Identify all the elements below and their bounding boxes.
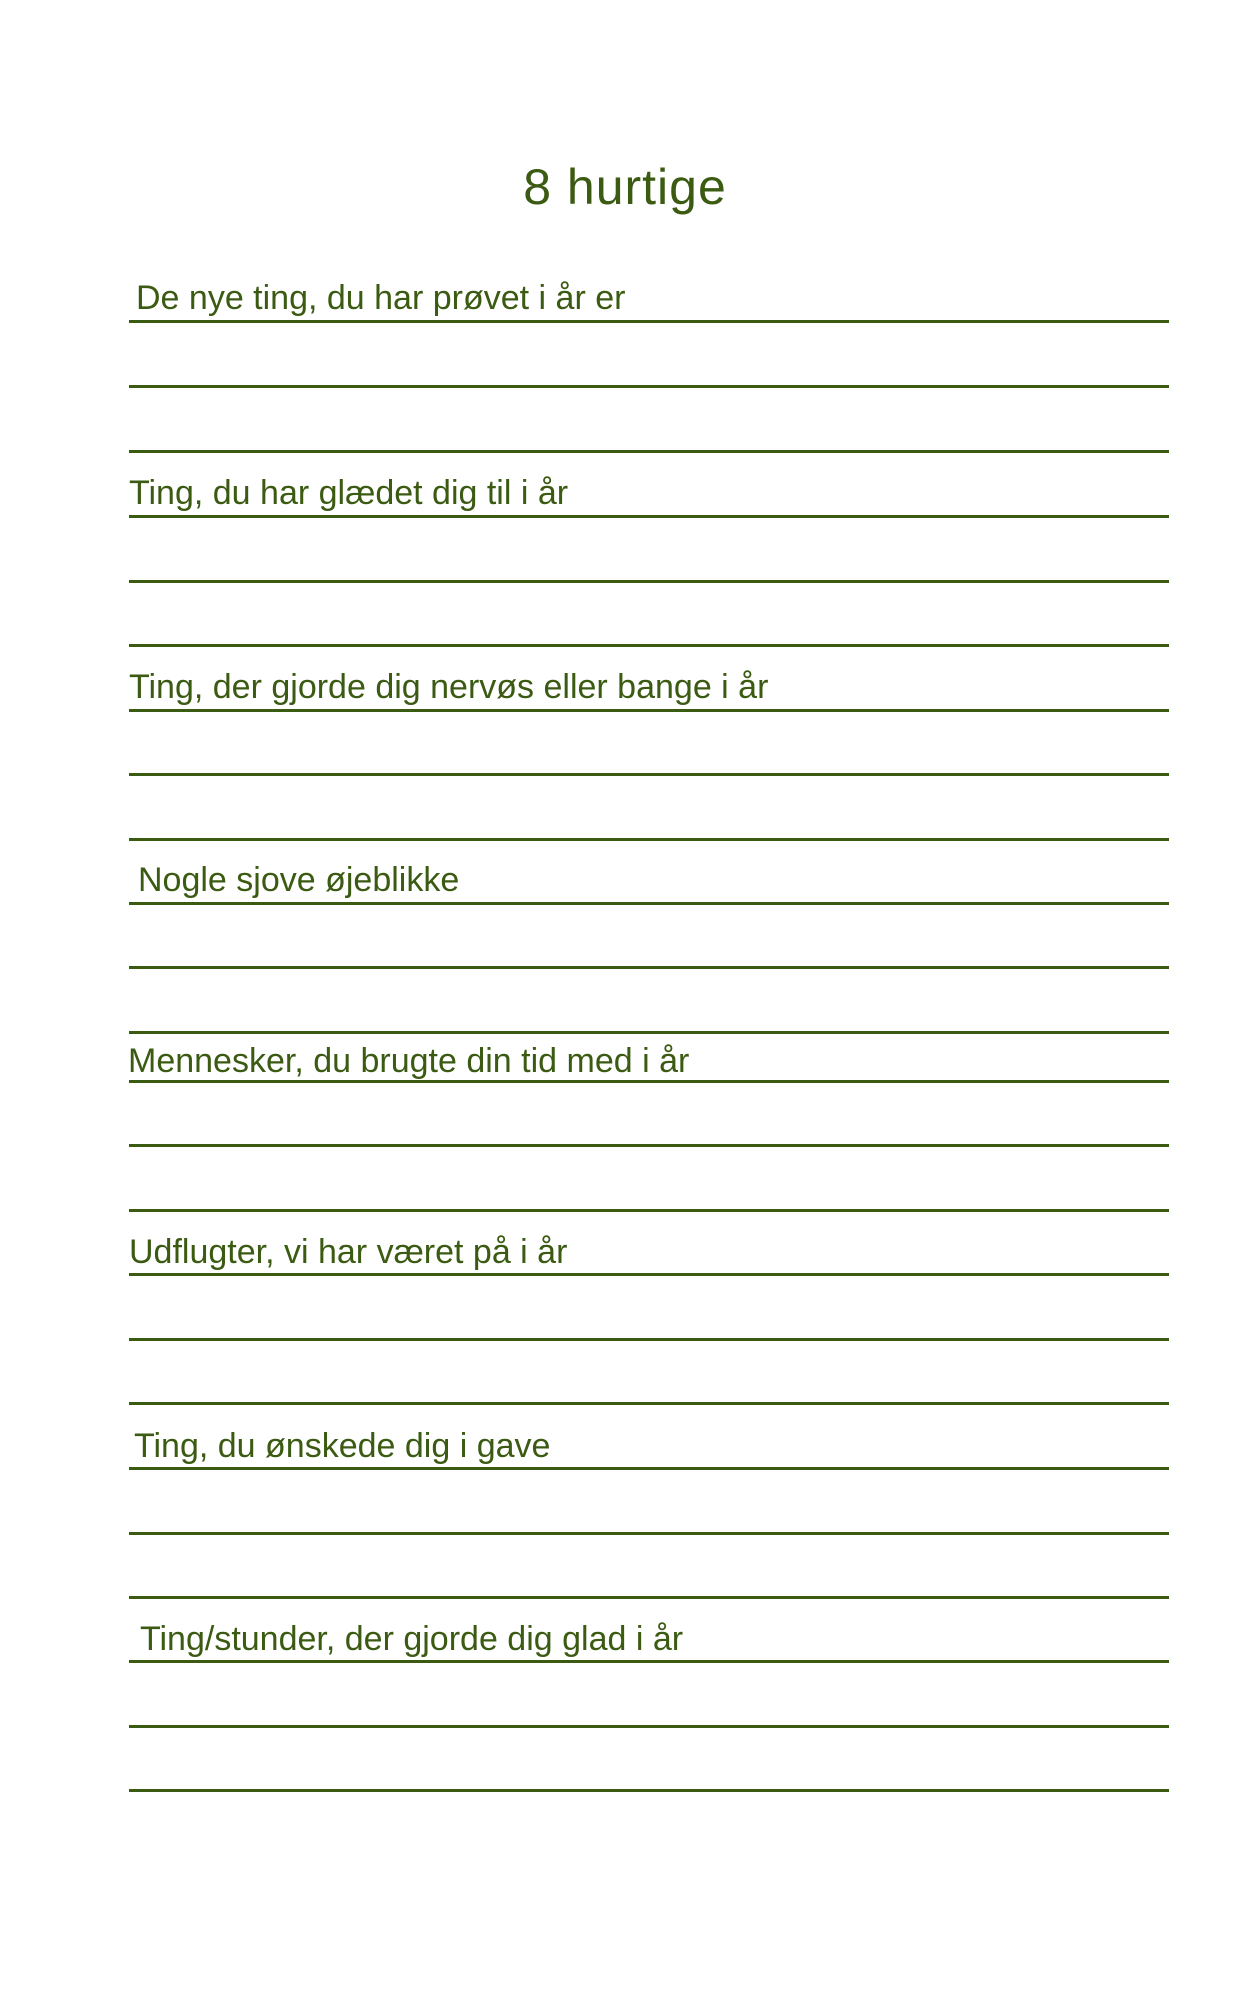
writing-line[interactable]	[129, 385, 1169, 388]
prompt-gift-wishes: Ting, du ønskede dig i gave	[134, 1427, 551, 1465]
writing-line[interactable]	[129, 450, 1169, 453]
prompt-trips: Udflugter, vi har været på i år	[129, 1233, 568, 1271]
writing-line[interactable]	[129, 709, 1169, 712]
writing-line[interactable]	[129, 1402, 1169, 1405]
writing-line[interactable]	[129, 966, 1169, 969]
writing-line[interactable]	[129, 515, 1169, 518]
writing-line[interactable]	[129, 1209, 1169, 1212]
writing-line[interactable]	[129, 644, 1169, 647]
prompt-fun-moments: Nogle sjove øjeblikke	[138, 861, 460, 899]
writing-line[interactable]	[129, 320, 1169, 323]
writing-line[interactable]	[129, 1273, 1169, 1276]
writing-line[interactable]	[129, 1725, 1169, 1728]
writing-line[interactable]	[129, 902, 1169, 905]
prompt-happy-moments: Ting/stunder, der gjorde dig glad i år	[140, 1620, 684, 1658]
writing-line[interactable]	[129, 1338, 1169, 1341]
prompt-looked-forward: Ting, du har glædet dig til i år	[129, 474, 569, 512]
writing-line[interactable]	[129, 1596, 1169, 1599]
prompt-new-things: De nye ting, du har prøvet i år er	[136, 279, 626, 317]
writing-line[interactable]	[129, 838, 1169, 841]
page-title: 8 hurtige	[523, 159, 727, 215]
writing-line[interactable]	[129, 1467, 1169, 1470]
writing-line[interactable]	[129, 773, 1169, 776]
writing-line[interactable]	[129, 1031, 1169, 1034]
writing-line[interactable]	[129, 1144, 1169, 1147]
writing-line[interactable]	[129, 1532, 1169, 1535]
writing-line[interactable]	[129, 580, 1169, 583]
writing-line[interactable]	[129, 1789, 1169, 1792]
writing-line[interactable]	[129, 1080, 1169, 1083]
prompt-people: Mennesker, du brugte din tid med i år	[128, 1042, 690, 1080]
writing-line[interactable]	[129, 1660, 1169, 1663]
prompt-nervous: Ting, der gjorde dig nervøs eller bange i år	[129, 668, 769, 706]
